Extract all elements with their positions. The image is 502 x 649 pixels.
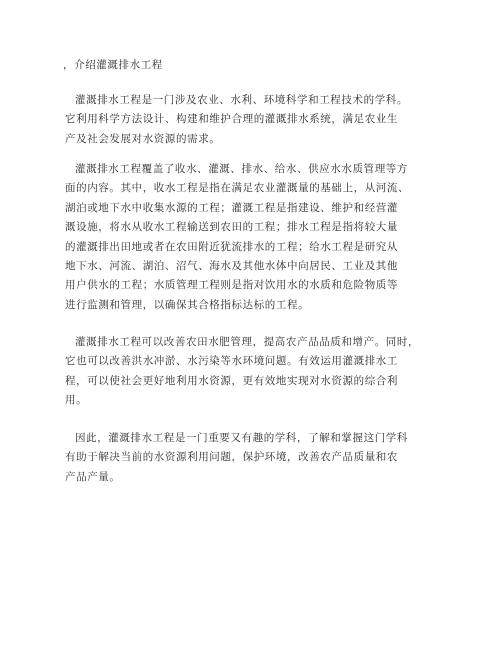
paragraph-benefits: [65, 333, 420, 411]
text-line: 溉设施，将水从收水工程输送到农田的工程；排水工程是指将较大量: [65, 221, 398, 234]
paragraph-introduction: [65, 91, 408, 149]
text-line: 面的内容。其中，收水工程是指在满足农业灌溉量的基础上，从河流、: [65, 182, 410, 195]
text-line: 地下水、河流、湖泊、沼气、海水及其他水体中向居民、工业及其他: [65, 259, 398, 272]
text-line: 进行监测和管理，以确保其合格指标达标的工程。: [65, 298, 310, 311]
paragraph-scope: [65, 160, 410, 315]
text-line: 产及社会发展对水资源的需求。: [65, 132, 221, 145]
text-line: 它也可以改善洪水冲淤、水污染等水环境问题。有效运用灌溉排水工: [65, 355, 398, 368]
section-heading: ，介绍灌溉排水工程: [63, 59, 163, 71]
text-line: 湖泊或地下水中收集水源的工程；灌溉工程是指建设、维护和经营灌: [65, 201, 398, 214]
text-line: 的灌溉排出田地或者在农田附近犹流排水的工程；给水工程是研究从: [65, 240, 398, 253]
text-line: 用。: [65, 394, 88, 407]
text-line: 它利用科学方法设计、构建和维护合理的灌溉排水系统，满足农业生: [65, 113, 398, 126]
text-line: 灌溉排水工程可以改善农田水肥管理，提高农产品品质和增产。同时，: [75, 336, 420, 348]
text-line: 灌溉排水工程覆盖了收水、灌溉、排水、给水、供应水水质管理等方: [75, 163, 408, 175]
text-line: 灌溉排水工程是一门涉及农业、水利、环境科学和工程技术的学科。: [75, 94, 408, 106]
text-line: 有助于解决当前的水资源利用问题，保护环境，改善农产品质量和农: [65, 451, 398, 464]
text-line: 因此，灌溉排水工程是一门重要又有趣的学科，了解和掌握这门学科: [75, 432, 408, 444]
text-line: 产品产量。: [65, 470, 121, 483]
text-line: 用户供水的工程；水质管理工程则是指对饮用水的水质和危险物质等: [65, 279, 398, 292]
text-line: 程，可以使社会更好地利用水资源，更有效地实现对水资源的综合利: [65, 374, 398, 387]
paragraph-conclusion: [65, 429, 408, 487]
